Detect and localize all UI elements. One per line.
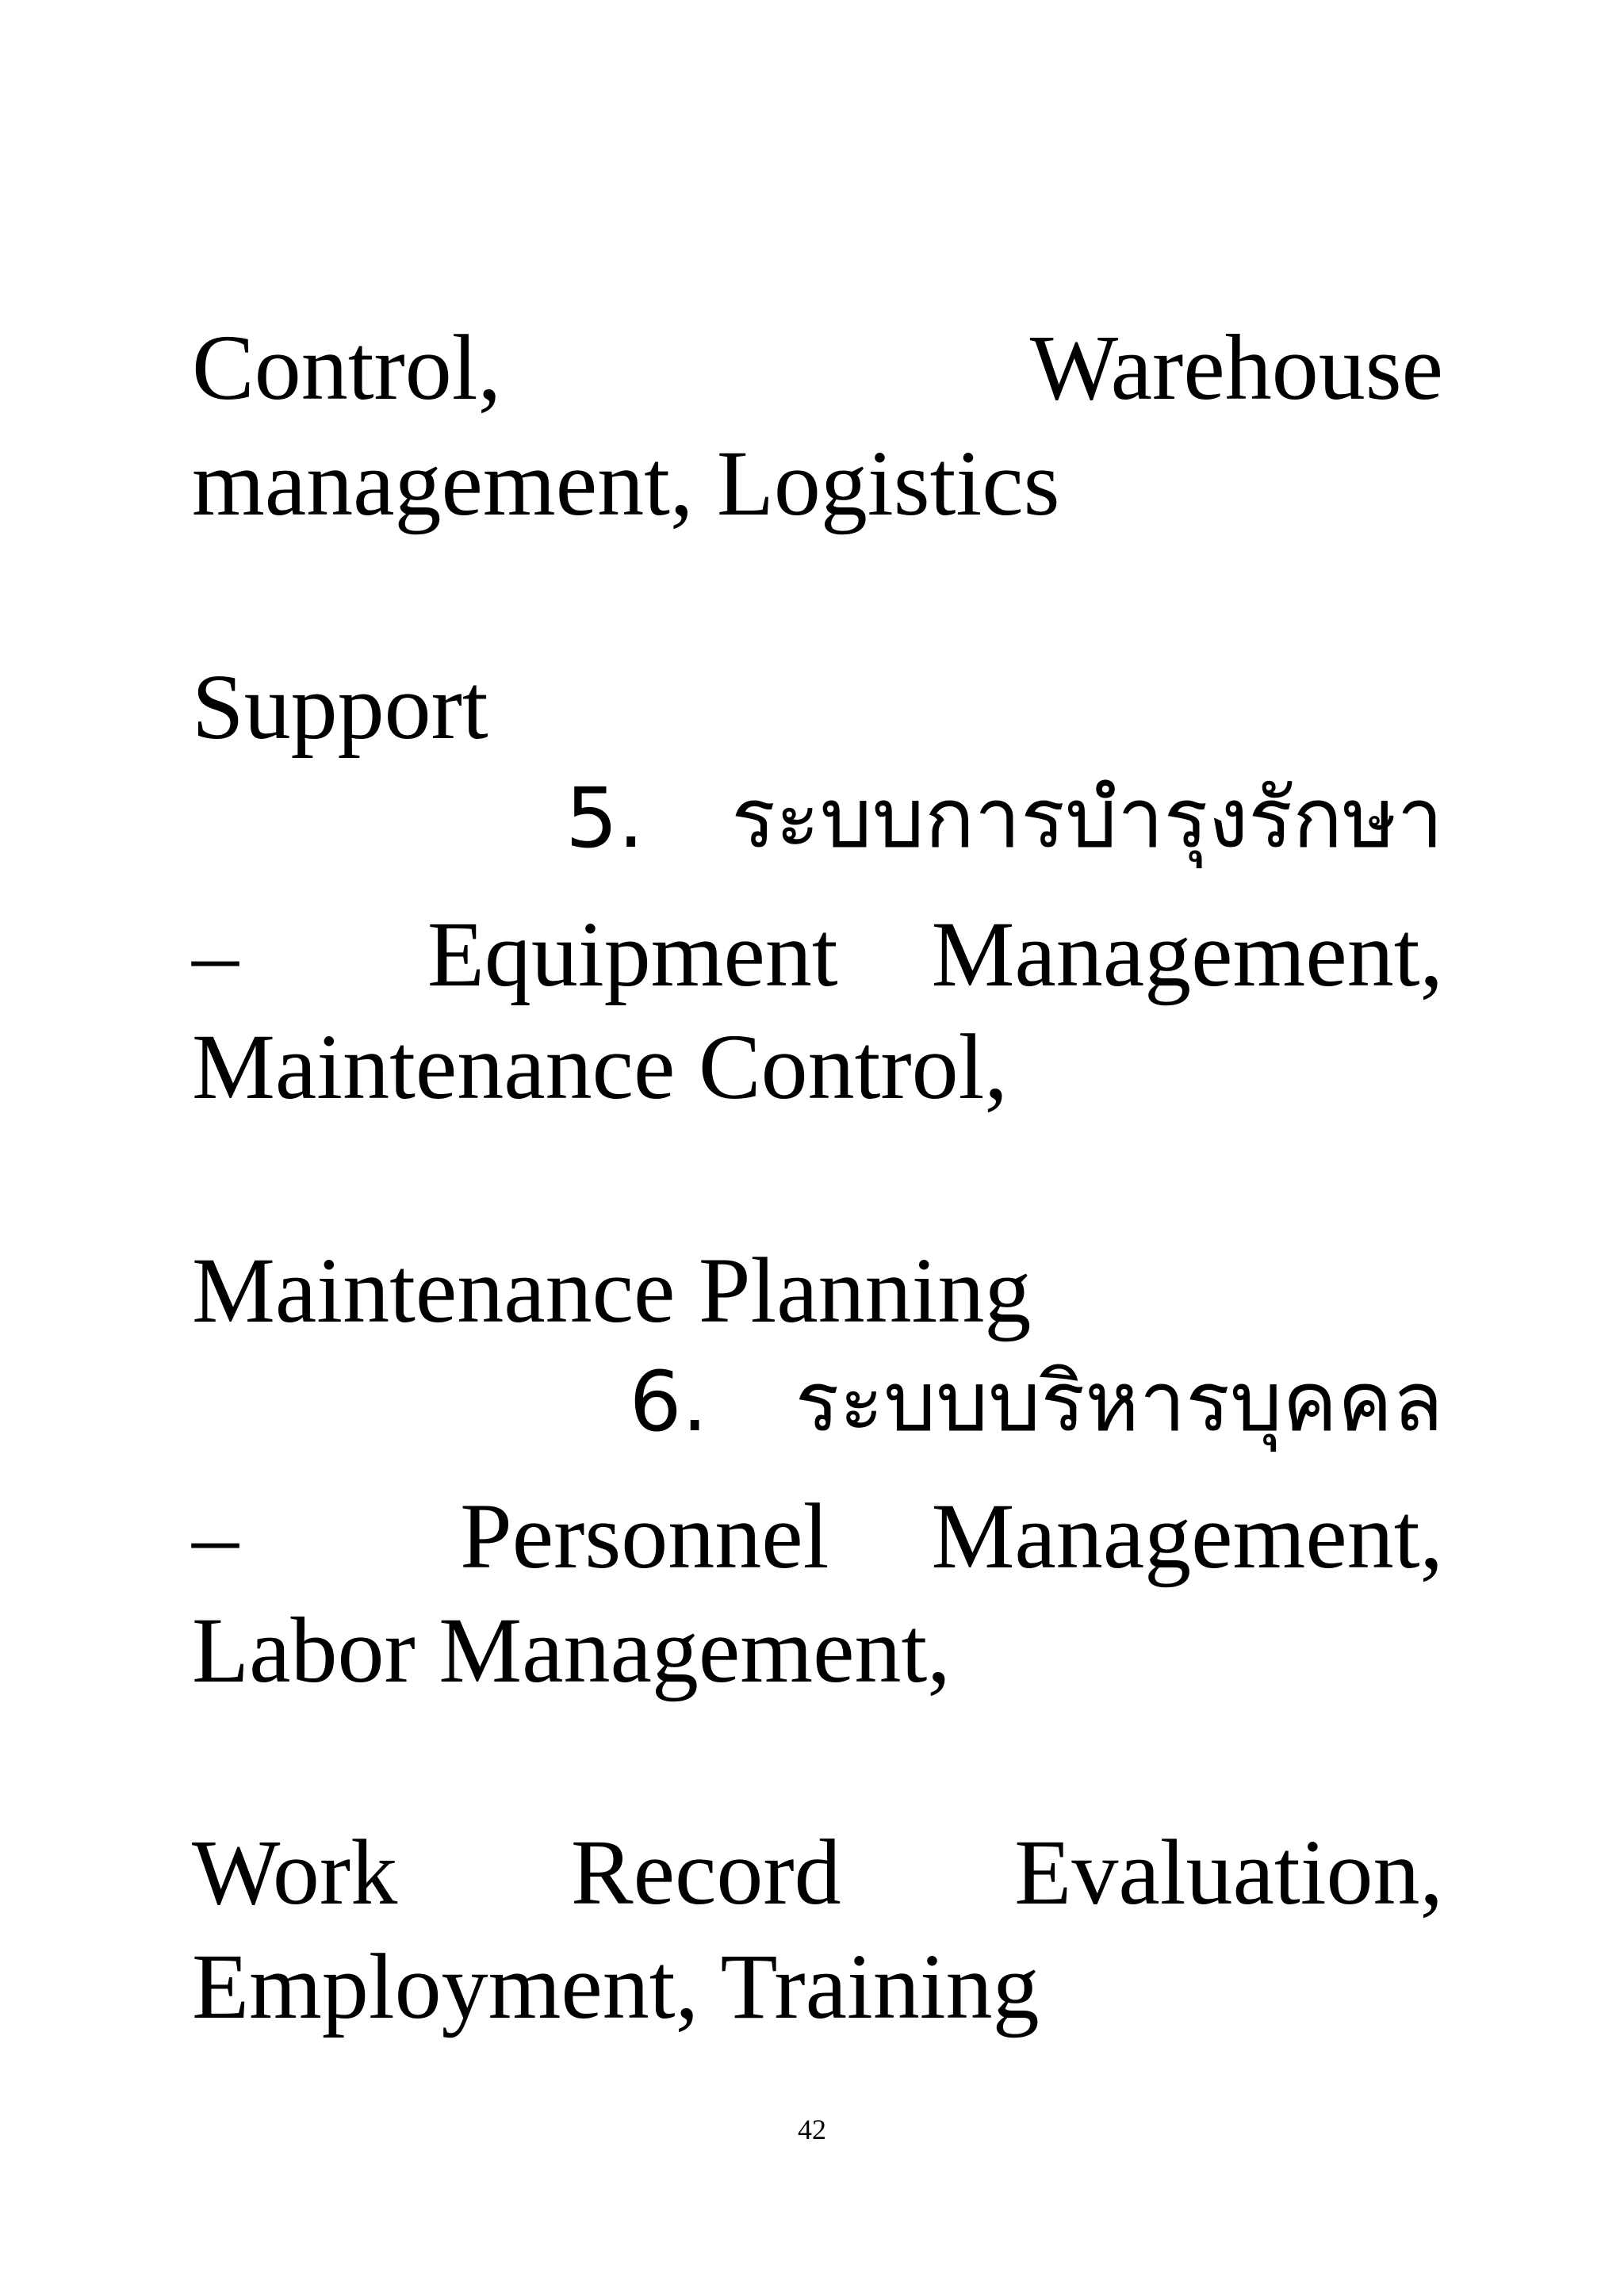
text-line-6: Maintenance Control, xyxy=(192,1015,1008,1119)
word: Evaluation, xyxy=(1014,1820,1443,1924)
text-line-7: Maintenance Planning xyxy=(192,1238,1032,1342)
word: Equipment xyxy=(427,902,838,1006)
text-line-5 xyxy=(192,899,1443,1010)
word: Record xyxy=(570,1820,841,1924)
thai-heading-text: ระบบบริหารบุคคล xyxy=(795,1353,1443,1450)
text-line-9 xyxy=(192,1481,1443,1592)
text-line-3: Support xyxy=(192,655,488,759)
numbered-heading-5 xyxy=(192,763,1443,874)
thai-heading-text: ระบบการบำรุงรักษา xyxy=(731,770,1443,867)
word: Personnel xyxy=(460,1484,829,1588)
word: Work xyxy=(192,1820,398,1924)
text-line-2: management, Logistics xyxy=(192,431,1060,535)
dash: – xyxy=(192,1484,239,1588)
text-line-11 xyxy=(192,1817,1443,1928)
page-number: 42 xyxy=(798,2114,826,2145)
text-line-12: Employment, Training xyxy=(192,1934,1040,2038)
dash: – xyxy=(192,902,239,1006)
numbered-heading-6 xyxy=(192,1346,1443,1457)
text-line-1 xyxy=(192,312,1443,423)
item-number: 5. xyxy=(565,770,645,867)
word: Warehouse xyxy=(1029,316,1443,419)
word: Control, xyxy=(192,316,502,419)
text-line-10: Labor Management, xyxy=(192,1598,951,1702)
word: Management, xyxy=(931,902,1443,1006)
word: Management, xyxy=(931,1484,1443,1588)
item-number: 6. xyxy=(629,1353,708,1450)
